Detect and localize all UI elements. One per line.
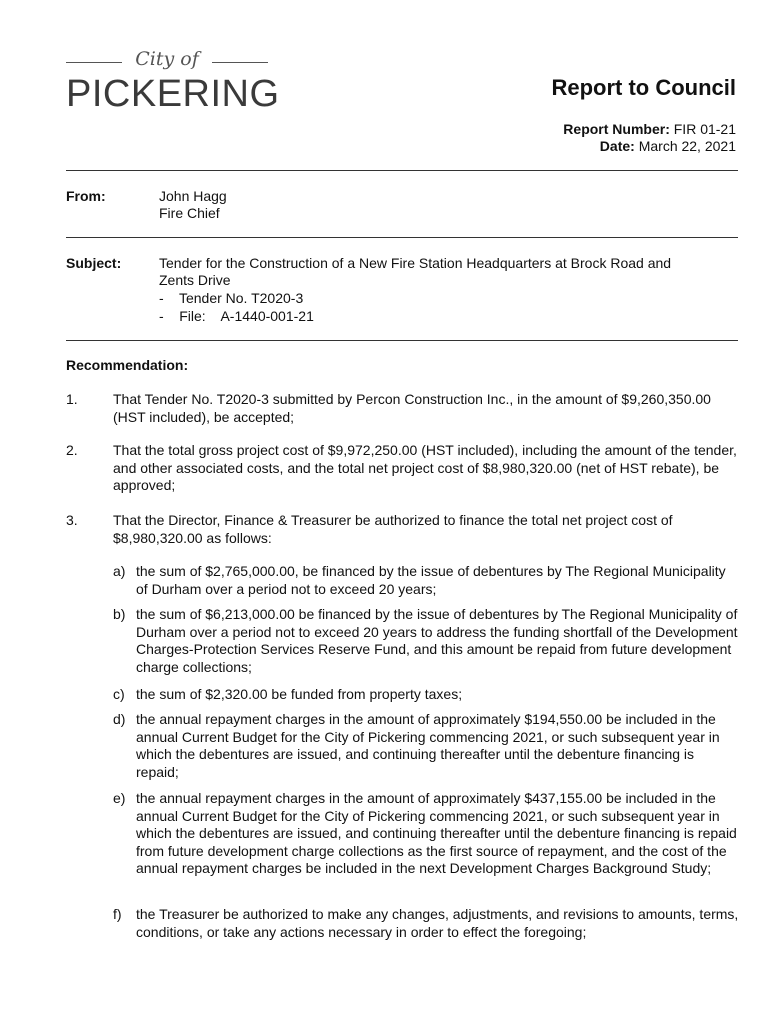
from-label: From: [66, 188, 106, 204]
subitem-text: the annual repayment charges in the amount of approximately $437,155.00 be included in the annual Current Budget for the City of Pickering commencing 2021, or such subsequent year in which the debentures are issued, and continuing thereafter until the debenture financing is repaid from future development charge collections as the first source of repayment, and the cost of the annual repayment charges be included in the next Development Charges Background Study; [136, 790, 737, 876]
subject-label: Subject: [66, 255, 122, 271]
recommendation-item: That the Director, Finance & Treasurer be authorized to finance the total net project cost of $8,980,320.00 as follows: [113, 512, 673, 546]
subitem-letter: d) [113, 711, 126, 727]
subitem-text: the sum of $2,765,000.00, be financed by the issue of debentures by The Regional Municipality of Durham over a period not to exceed 20 years; [136, 563, 726, 597]
subitem-letter: a) [113, 563, 126, 579]
subject-line-1: Tender for the Construction of a New Fire Station Headquarters at Brock Road and [159, 255, 672, 271]
report-date-line [600, 138, 736, 154]
divider [66, 237, 738, 238]
logo-wordmark: PICKERING [66, 73, 280, 115]
subject-file: - File: A-1440-001-21 [159, 308, 314, 324]
subitem-text: the Treasurer be authorized to make any changes, adjustments, and revisions to amounts, terms, conditions, or take any actions necessary in order to effect the foregoing; [136, 906, 739, 940]
recommendation-heading: Recommendation: [66, 357, 189, 373]
city-logo [66, 48, 280, 116]
subitem-text: the annual repayment charges in the amount of approximately $194,550.00 be included in the annual Current Budget for the City of Pickering commencing 2021, or such subsequent year in which the debentures are issued, and continuing thereafter until the debenture financing is repaid; [136, 711, 720, 780]
subitem-letter: f) [113, 906, 122, 922]
report-number-value: FIR 01-21 [673, 121, 736, 137]
subitem-text: the sum of $6,213,000.00 be financed by the issue of debentures by The Regional Municipality of Durham over a period not to exceed 20 years to address the funding shortfall of the Development Charges-Protection Services Reserve Fund, and this amount be repaid from future development charge collections; [136, 606, 738, 675]
subject-line-2: Zents Drive [159, 272, 231, 288]
logo-rule-right [212, 62, 268, 63]
subitem-letter: e) [113, 790, 126, 806]
item-number: 2. [66, 442, 78, 458]
item-number: 1. [66, 391, 78, 407]
subitem-letter: b) [113, 606, 126, 622]
recommendation-item: That the total gross project cost of $9,972,250.00 (HST included), including the amount of the tender, and other associated costs, and the total net project cost of $8,980,320.00 (net of HST rebate), be approved; [113, 442, 737, 493]
subject-tender: - Tender No. T2020-3 [159, 290, 304, 306]
recommendation-item: That Tender No. T2020-3 submitted by Percon Construction Inc., in the amount of $9,260,350.00 (HST included), be accepted; [113, 391, 711, 425]
divider [66, 170, 738, 171]
report-date-label: Date: [599, 138, 635, 154]
item-number: 3. [66, 512, 78, 528]
logo-city-of: City of [135, 48, 199, 70]
divider [66, 340, 738, 341]
from-name: John Hagg [159, 188, 227, 204]
subitem-text: the sum of $2,320.00 be funded from property taxes; [136, 686, 463, 702]
report-title: Report to Council [551, 75, 736, 100]
from-role: Fire Chief [159, 205, 220, 221]
subitem-letter: c) [113, 686, 125, 702]
report-date-value: March 22, 2021 [638, 138, 736, 154]
report-number-label: Report Number: [563, 121, 670, 137]
report-number-line [563, 121, 736, 137]
